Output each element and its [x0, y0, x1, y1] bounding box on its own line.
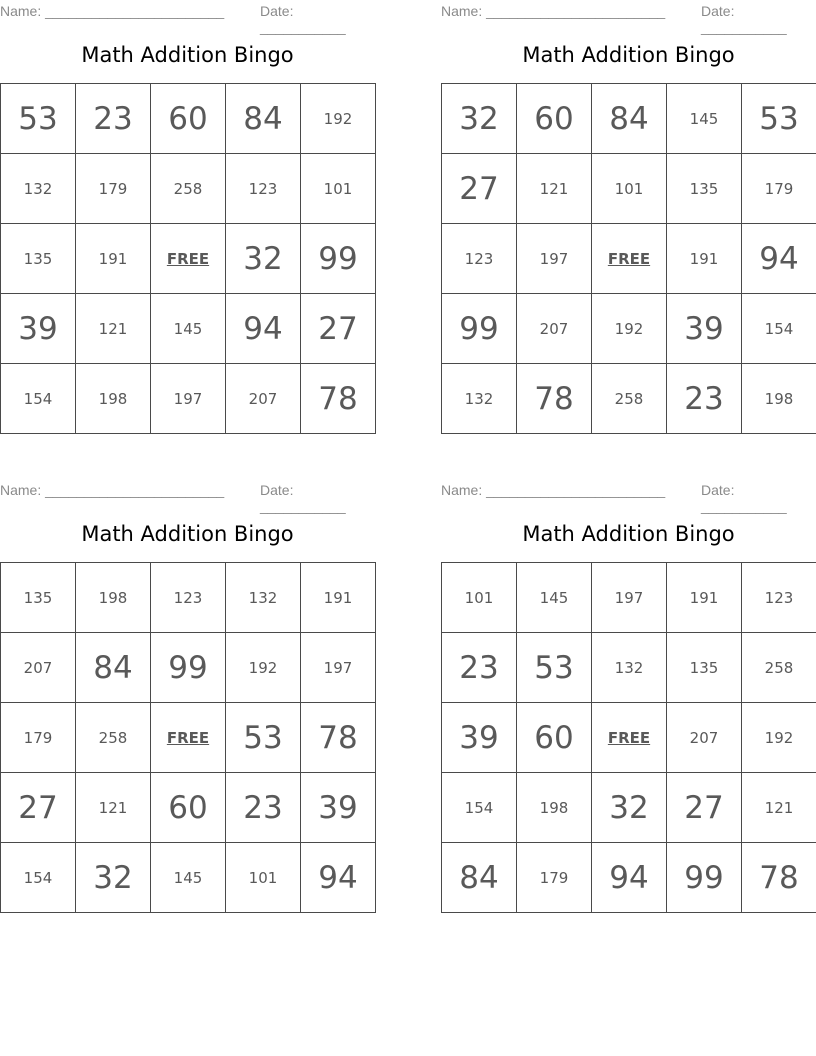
bingo-card-3: [0, 479, 376, 896]
bingo-card-4: [441, 479, 816, 896]
bingo-cell: 99: [151, 633, 226, 703]
bingo-row: [1, 154, 376, 224]
card-header: [441, 0, 816, 35]
bingo-cell: 123: [151, 563, 226, 633]
bingo-cell: 207: [517, 294, 592, 364]
bingo-row: [1, 633, 376, 703]
bingo-cell: 32: [592, 773, 667, 843]
bingo-cell: 84: [226, 84, 301, 154]
bingo-cell: 197: [592, 563, 667, 633]
bingo-row: [442, 843, 816, 913]
bingo-cell: 60: [517, 703, 592, 773]
bingo-cell: 78: [742, 843, 816, 913]
bingo-cell: 60: [151, 773, 226, 843]
bingo-cell: 132: [592, 633, 667, 703]
bingo-cell: 123: [442, 224, 517, 294]
bingo-row: [1, 563, 376, 633]
bingo-cell: 145: [151, 843, 226, 913]
bingo-cell: 145: [667, 84, 742, 154]
bingo-row: [1, 84, 376, 154]
bingo-cell: 198: [517, 773, 592, 843]
bingo-cell: 27: [1, 773, 76, 843]
bingo-cell: 154: [442, 773, 517, 843]
name-field-label: Name: _______________________: [0, 3, 225, 19]
bingo-grid: [0, 562, 376, 913]
bingo-cell: 121: [76, 294, 151, 364]
bingo-cell: 207: [226, 364, 301, 434]
bingo-cell: 207: [1, 633, 76, 703]
bingo-cell: 123: [742, 563, 816, 633]
bingo-cell: 101: [442, 563, 517, 633]
bingo-cell: 258: [742, 633, 816, 703]
free-space-cell: FREE: [151, 703, 226, 773]
free-space-cell: FREE: [592, 224, 667, 294]
bingo-row: [442, 364, 816, 434]
bingo-cell: 207: [667, 703, 742, 773]
bingo-cell: 154: [1, 364, 76, 434]
bingo-cell: 94: [226, 294, 301, 364]
bingo-row: [442, 224, 816, 294]
bingo-cell: 27: [667, 773, 742, 843]
bingo-cell: 135: [1, 563, 76, 633]
name-field-label: Name: _______________________: [441, 3, 666, 19]
bingo-cell: 32: [76, 843, 151, 913]
bingo-cell: 23: [226, 773, 301, 843]
bingo-cell: 132: [1, 154, 76, 224]
bingo-cell: 179: [517, 843, 592, 913]
bingo-cell: 84: [442, 843, 517, 913]
bingo-cell: 198: [76, 364, 151, 434]
bingo-cell: 78: [517, 364, 592, 434]
bingo-cell: 132: [226, 563, 301, 633]
bingo-row: [442, 633, 816, 703]
bingo-cell: 135: [667, 154, 742, 224]
bingo-grid: [441, 562, 816, 913]
bingo-card-2: [441, 0, 816, 417]
card-header: [0, 479, 376, 514]
bingo-cell: 39: [667, 294, 742, 364]
bingo-cell: 23: [76, 84, 151, 154]
bingo-cell: 123: [226, 154, 301, 224]
bingo-row: [442, 294, 816, 364]
bingo-cell: 154: [742, 294, 816, 364]
bingo-cell: 197: [517, 224, 592, 294]
bingo-cell: 121: [517, 154, 592, 224]
bingo-cell: 39: [1, 294, 76, 364]
date-field-label: Date: ___________: [701, 482, 787, 514]
bingo-cell: 23: [667, 364, 742, 434]
bingo-row: [442, 563, 816, 633]
bingo-row: [1, 703, 376, 773]
bingo-cell: 121: [742, 773, 816, 843]
bingo-cell: 84: [76, 633, 151, 703]
bingo-cell: 53: [742, 84, 816, 154]
card-title: Math Addition Bingo: [522, 522, 735, 546]
bingo-row: [1, 843, 376, 913]
card-title: Math Addition Bingo: [522, 43, 735, 67]
bingo-row: [1, 773, 376, 843]
bingo-cell: 78: [301, 364, 376, 434]
bingo-cell: 198: [742, 364, 816, 434]
bingo-row: [442, 773, 816, 843]
name-field-label: Name: _______________________: [441, 482, 666, 498]
bingo-cell: 258: [151, 154, 226, 224]
bingo-cell: 191: [667, 224, 742, 294]
card-title: Math Addition Bingo: [81, 522, 294, 546]
bingo-cell: 23: [442, 633, 517, 703]
name-field-label: Name: _______________________: [0, 482, 225, 498]
bingo-cell: 32: [442, 84, 517, 154]
bingo-row: [442, 84, 816, 154]
bingo-cell: 53: [517, 633, 592, 703]
bingo-cell: 99: [301, 224, 376, 294]
bingo-cell: 198: [76, 563, 151, 633]
bingo-cell: 84: [592, 84, 667, 154]
bingo-cell: 191: [76, 224, 151, 294]
bingo-cell: 60: [517, 84, 592, 154]
bingo-cell: 27: [442, 154, 517, 224]
bingo-cell: 258: [592, 364, 667, 434]
bingo-cell: 101: [301, 154, 376, 224]
bingo-cell: 32: [226, 224, 301, 294]
bingo-cell: 192: [592, 294, 667, 364]
bingo-row: [442, 703, 816, 773]
bingo-cell: 78: [301, 703, 376, 773]
bingo-cell: 27: [301, 294, 376, 364]
bingo-cell: 145: [517, 563, 592, 633]
bingo-cell: 154: [1, 843, 76, 913]
bingo-cell: 94: [592, 843, 667, 913]
bingo-cell: 99: [667, 843, 742, 913]
bingo-cell: 192: [301, 84, 376, 154]
bingo-cell: 60: [151, 84, 226, 154]
bingo-cell: 101: [592, 154, 667, 224]
free-space-cell: FREE: [592, 703, 667, 773]
bingo-cell: 94: [301, 843, 376, 913]
bingo-cell: 145: [151, 294, 226, 364]
bingo-cell: 197: [301, 633, 376, 703]
bingo-cell: 132: [442, 364, 517, 434]
card-title: Math Addition Bingo: [81, 43, 294, 67]
date-field-label: Date: ___________: [701, 3, 787, 35]
bingo-cell: 191: [301, 563, 376, 633]
bingo-row: [1, 224, 376, 294]
bingo-cell: 179: [742, 154, 816, 224]
bingo-cell: 197: [151, 364, 226, 434]
bingo-cell: 39: [442, 703, 517, 773]
bingo-cell: 135: [667, 633, 742, 703]
date-field-label: Date: ___________: [260, 482, 346, 514]
bingo-cell: 192: [226, 633, 301, 703]
bingo-cell: 135: [1, 224, 76, 294]
bingo-cell: 53: [226, 703, 301, 773]
card-header: [0, 0, 376, 35]
bingo-cell: 192: [742, 703, 816, 773]
bingo-grid: [441, 83, 816, 434]
bingo-cell: 53: [1, 84, 76, 154]
bingo-cell: 39: [301, 773, 376, 843]
bingo-cell: 121: [76, 773, 151, 843]
bingo-cell: 191: [667, 563, 742, 633]
bingo-grid: [0, 83, 376, 434]
bingo-cell: 99: [442, 294, 517, 364]
bingo-row: [1, 364, 376, 434]
bingo-row: [442, 154, 816, 224]
bingo-cell: 94: [742, 224, 816, 294]
free-space-cell: FREE: [151, 224, 226, 294]
card-header: [441, 479, 816, 514]
bingo-cell: 101: [226, 843, 301, 913]
bingo-cell: 258: [76, 703, 151, 773]
date-field-label: Date: ___________: [260, 3, 346, 35]
bingo-cell: 179: [1, 703, 76, 773]
bingo-card-1: [0, 0, 376, 417]
bingo-cell: 179: [76, 154, 151, 224]
bingo-row: [1, 294, 376, 364]
